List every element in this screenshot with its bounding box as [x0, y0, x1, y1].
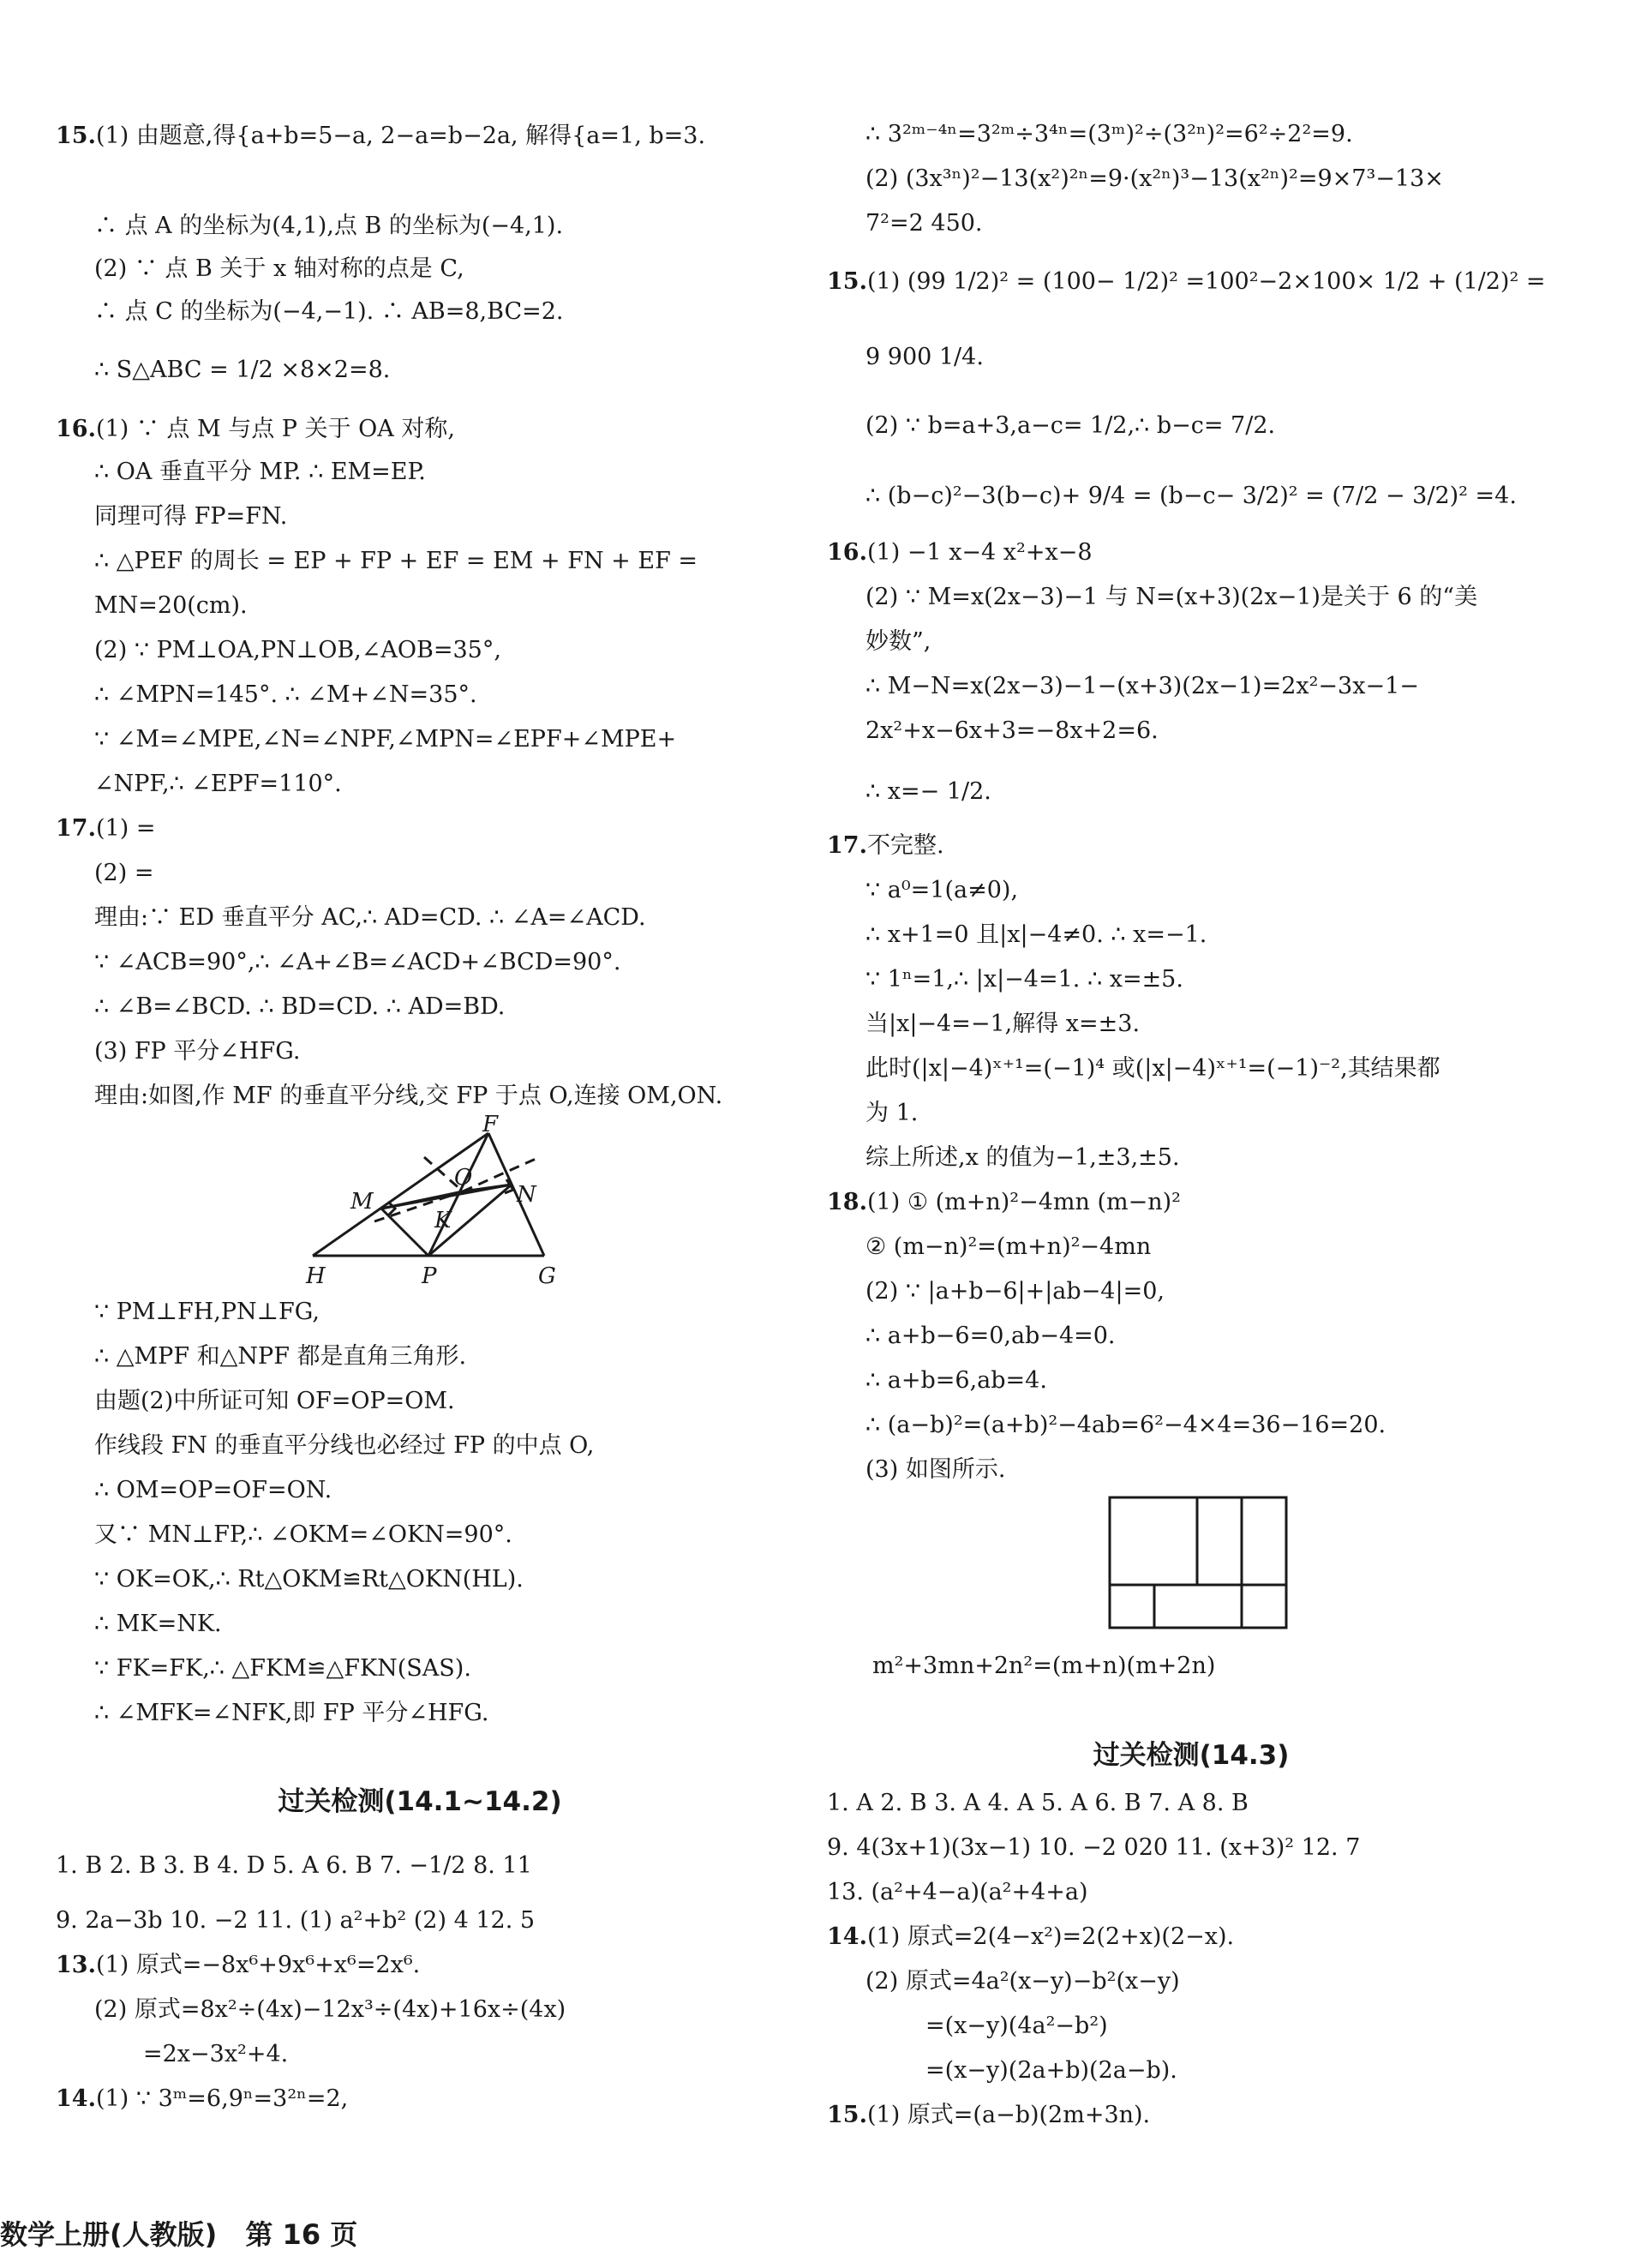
item-number: 16.	[827, 539, 867, 566]
line: ∴ 点 C 的坐标为(−4,−1). ∴ AB=8,BC=2.	[94, 298, 564, 325]
line: ∴ x=− 1/2.	[865, 778, 991, 805]
line	[56, 1949, 420, 1982]
line: ∵ FK=FK,∴ △FKM≌△FKN(SAS).	[94, 1655, 471, 1682]
line: 又∵ MN⊥FP,∴ ∠OKM=∠OKN=90°.	[94, 1521, 512, 1548]
page-number: 第 16 页	[245, 2218, 358, 2251]
line: 同理可得 FP=FN.	[94, 503, 288, 530]
line: m²+3mn+2n²=(m+n)(m+2n)	[872, 1653, 1216, 1679]
rectangle-tiling-figure	[1108, 1496, 1290, 1631]
line-text: (1) 原式=−8x⁶+9x⁶+x⁶=2x⁶.	[95, 1952, 421, 1978]
line: ∴ ∠MPN=145°. ∴ ∠M+∠N=35°.	[94, 681, 477, 708]
line: (2) ∵ |a+b−6|+|ab−4|=0,	[865, 1278, 1165, 1305]
line: ∵ PM⊥FH,PN⊥FG,	[94, 1299, 320, 1325]
line-text: (1) 原式=(a−b)(2m+3n).	[866, 2102, 1151, 2128]
item-number: 15.	[56, 123, 96, 149]
section-title: 过关检测(14.1~14.2)	[278, 1786, 562, 1817]
line: ∴ △PEF 的周长 = EP + FP + EF = EM + FN + EF =	[94, 548, 698, 574]
line: 为 1.	[865, 1100, 919, 1126]
label-O: O	[454, 1165, 473, 1191]
label-K: K	[434, 1208, 452, 1233]
line: 理由:∵ ED 垂直平分 AC,∴ AD=CD. ∴ ∠A=∠ACD.	[94, 904, 646, 931]
line: ∴ a+b−6=0,ab−4=0.	[865, 1323, 1116, 1349]
line: 理由:如图,作 MF 的垂直平分线,交 FP 于点 O,连接 OM,ON.	[94, 1083, 723, 1109]
line: ∵ ∠ACB=90°,∴ ∠A+∠B=∠ACD+∠BCD=90°.	[94, 949, 621, 975]
line: ∵ OK=OK,∴ Rt△OKM≌Rt△OKN(HL).	[94, 1566, 524, 1593]
line: (2) =	[94, 860, 154, 886]
line: 9. 2a−3b 10. −2 11. (1) a²+b² (2) 4 12. 5	[56, 1907, 536, 1934]
line: ∴ S△ABC = 1/2 ×8×2=8.	[94, 357, 391, 383]
line: ∴ M−N=x(2x−3)−1−(x+3)(2x−1)=2x²−3x−1−	[865, 673, 1419, 699]
line: 2x²+x−6x+3=−8x+2=6.	[865, 717, 1159, 744]
label-N: N	[517, 1182, 536, 1208]
item-number: 16.	[56, 416, 96, 442]
line-text: (1) (99 1/2)² = (100− 1/2)² =100²−2×100× 1/2 + (1/2)² =	[866, 268, 1546, 295]
line-text: 不完整.	[866, 832, 944, 859]
label-P: P	[422, 1263, 437, 1289]
line-text: (1) −1 x−4 x²+x−8	[866, 539, 1093, 566]
line: (2) 原式=4a²(x−y)−b²(x−y)	[865, 1968, 1180, 1995]
line-text: (1) 由题意,得{a+b=5−a, 2−a=b−2a, 解得{a=1, b=3.	[95, 123, 706, 149]
line: (2) (3x³ⁿ)²−13(x²)²ⁿ=9·(x²ⁿ)³−13(x²ⁿ)²=9×7³−13×	[865, 165, 1444, 192]
section-title: 过关检测(14.3)	[1093, 1740, 1290, 1771]
line: (2) ∵ M=x(2x−3)−1 与 N=(x+3)(2x−1)是关于 6 的“美	[865, 584, 1478, 610]
line: (3) FP 平分∠HFG.	[94, 1038, 301, 1065]
line: 9 900 1/4.	[865, 344, 984, 370]
line-text: (1) =	[95, 815, 156, 842]
item-number: 14.	[827, 1923, 867, 1950]
line: 综上所述,x 的值为−1,±3,±5.	[865, 1144, 1180, 1171]
line: 由题(2)中所证可知 OF=OP=OM.	[94, 1388, 455, 1414]
line-text: (1) ∵ 3ᵐ=6,9ⁿ=3²ⁿ=2,	[95, 2085, 349, 2112]
line	[827, 1186, 1181, 1219]
line: 9. 4(3x+1)(3x−1) 10. −2 020 11. (x+3)² 12. 7	[827, 1834, 1361, 1861]
line: 1. B 2. B 3. B 4. D 5. A 6. B 7. −1/2 8. 11	[56, 1852, 532, 1879]
line-text: (1) 原式=2(4−x²)=2(2+x)(2−x).	[866, 1923, 1235, 1950]
item-number: 13.	[56, 1952, 96, 1978]
line	[827, 830, 944, 862]
line	[56, 813, 155, 845]
line: ② (m−n)²=(m+n)²−4mn	[865, 1233, 1152, 1260]
line: 1. A 2. B 3. A 4. A 5. A 6. B 7. A 8. B	[827, 1790, 1249, 1816]
line: ∵ 1ⁿ=1,∴ |x|−4=1. ∴ x=±5.	[865, 966, 1183, 993]
line	[56, 2083, 348, 2115]
item-number: 15.	[827, 2102, 867, 2128]
line: ∴ ∠B=∠BCD. ∴ BD=CD. ∴ AD=BD.	[94, 993, 506, 1020]
page-footer	[0, 2213, 376, 2253]
line: ∴ OA 垂直平分 MP. ∴ EM=EP.	[94, 459, 426, 485]
label-F: F	[482, 1112, 499, 1137]
triangle-figure	[306, 1112, 638, 1290]
line: 7²=2 450.	[865, 210, 983, 237]
label-M: M	[350, 1189, 374, 1215]
line: 作线段 FN 的垂直平分线也必经过 FP 的中点 O,	[94, 1432, 595, 1459]
line: ∴ OM=OP=OF=ON.	[94, 1477, 332, 1503]
line	[827, 266, 1546, 298]
line: ∴ △MPF 和△NPF 都是直角三角形.	[94, 1343, 467, 1370]
item-number: 17.	[56, 815, 96, 842]
line: 当|x|−4=−1,解得 x=±3.	[865, 1011, 1141, 1037]
line	[827, 537, 1093, 569]
item-number: 14.	[56, 2085, 96, 2112]
line: (2) ∵ PM⊥OA,PN⊥OB,∠AOB=35°,	[94, 637, 501, 663]
line-text: (1) ① (m+n)²−4mn (m−n)²	[866, 1189, 1181, 1215]
line: ∴ (a−b)²=(a+b)²−4ab=6²−4×4=36−16=20.	[865, 1412, 1386, 1438]
label-G: G	[538, 1263, 556, 1289]
line	[827, 2099, 1150, 2132]
item-number: 18.	[827, 1189, 867, 1215]
line: ∴ x+1=0 且|x|−4≠0. ∴ x=−1.	[865, 921, 1207, 948]
line-text: (1) ∵ 点 M 与点 P 关于 OA 对称,	[95, 416, 455, 442]
line: ∴ ∠MFK=∠NFK,即 FP 平分∠HFG.	[94, 1700, 489, 1726]
line: ∴ 3²ᵐ⁻⁴ⁿ=3²ᵐ÷3⁴ⁿ=(3ᵐ)²÷(3²ⁿ)²=6²÷2²=9.	[865, 121, 1353, 147]
line: (3) 如图所示.	[865, 1456, 1006, 1483]
line: ∠NPF,∴ ∠EPF=110°.	[94, 771, 342, 797]
line: ∵ ∠M=∠MPE,∠N=∠NPF,∠MPN=∠EPF+∠MPE+	[94, 726, 677, 753]
line: ∴ 点 A 的坐标为(4,1),点 B 的坐标为(−4,1).	[94, 213, 564, 239]
item-number: 15.	[827, 268, 867, 295]
line: (2) ∵ 点 B 关于 x 轴对称的点是 C,	[94, 255, 464, 282]
line: 此时(|x|−4)ˣ⁺¹=(−1)⁴ 或(|x|−4)ˣ⁺¹=(−1)⁻²,其结果都	[865, 1055, 1440, 1082]
line	[56, 413, 455, 446]
line: (2) ∵ b=a+3,a−c= 1/2,∴ b−c= 7/2.	[865, 412, 1276, 439]
line: =(x−y)(2a+b)(2a−b).	[925, 2057, 1177, 2084]
label-H: H	[306, 1263, 326, 1289]
line: ∴ MK=NK.	[94, 1611, 222, 1637]
line	[827, 1921, 1234, 1953]
item-number: 17.	[827, 832, 867, 859]
line: ∵ a⁰=1(a≠0),	[865, 877, 1019, 903]
line: 妙数”,	[865, 628, 931, 655]
line: MN=20(cm).	[94, 592, 248, 619]
book-title: 数学上册(人教版)	[0, 2218, 218, 2251]
line	[56, 120, 705, 153]
line: =2x−3x²+4.	[143, 2041, 289, 2067]
line: ∴ a+b=6,ab=4.	[865, 1367, 1047, 1394]
line: (2) 原式=8x²÷(4x)−12x³÷(4x)+16x÷(4x)	[94, 1996, 566, 2023]
line: 13. (a²+4−a)(a²+4+a)	[827, 1879, 1088, 1905]
line: =(x−y)(4a²−b²)	[925, 2013, 1108, 2039]
line: ∴ (b−c)²−3(b−c)+ 9/4 = (b−c− 3/2)² = (7/2 − 3/2)² =4.	[865, 483, 1517, 509]
